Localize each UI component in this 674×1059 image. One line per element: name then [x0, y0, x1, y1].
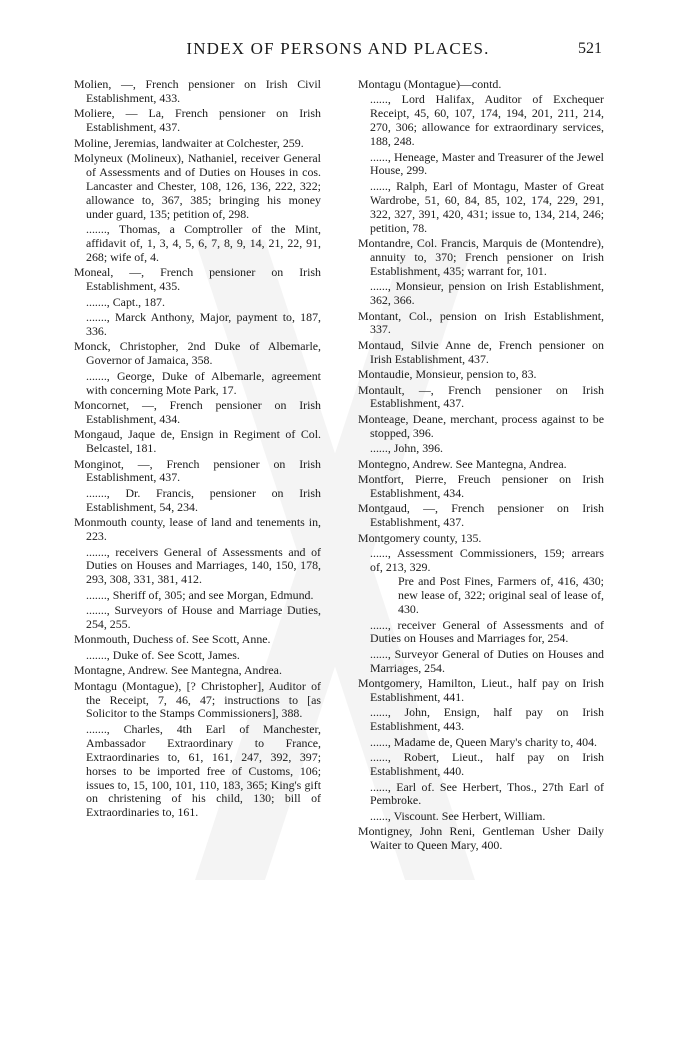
index-entry: Montgomery, Hamilton, Lieut., half pay on Irish Establishment, 441.: [358, 676, 604, 705]
index-entry: Moneal, —, French pensioner on Irish Establishment, 435.: [74, 265, 321, 294]
index-subentry: ......., Surveyors of House and Marriage Duties, 254, 255.: [86, 603, 321, 632]
index-entry: Montaudie, Monsieur, pension to, 83.: [358, 367, 537, 382]
index-entry: Molien, —, French pensioner on Irish Civil Establishment, 433.: [74, 77, 321, 105]
index-subentry: ......, John, Ensign, half pay on Irish Establishment, 443.: [370, 705, 604, 734]
index-entry: Monck, Christopher, 2nd Duke of Albemarle, Governor of Jamaica, 358.: [74, 339, 321, 368]
index-entry: Mongaud, Jaque de, Ensign in Regiment of Col. Belcastel, 181.: [74, 427, 321, 456]
index-entry: Moliere, — La, French pensioner on Irish Establishment, 437.: [74, 106, 321, 135]
index-entry: Montfort, Pierre, Freuch pensioner on Irish Establishment, 434.: [358, 471, 604, 500]
index-subentry: ......., receivers General of Assessments and of Duties on Houses and Marriages, 140, 150, 178, 293, 308, 331, 381, 412.: [86, 544, 321, 587]
index-entry: Moline, Jeremias, landwaiter at Colchester, 259.: [74, 135, 304, 150]
index-entry: Montigney, John Reni, Gentleman Usher Daily Waiter to Queen Mary, 400.: [358, 824, 604, 853]
index-subentry: ......, receiver General of Assessments and of Duties on Houses and Marriages for, 254.: [370, 617, 604, 646]
index-subentry: ......., Marck Anthony, Major, payment to, 187, 336.: [86, 310, 321, 338]
index-subentry: ......, Lord Halifax, Auditor of Exchequer Receipt, 45, 60, 107, 174, 194, 201, 211, 214, 270, 306; allowance for extraordinary services, 188, 248.: [370, 92, 604, 149]
page-title: INDEX OF PERSONS AND PLACES.: [186, 39, 490, 58]
index-entry: Montant, Col., pension on Irish Establishment, 337.: [358, 308, 604, 337]
index-entry: Monmouth, Duchess of. See Scott, Anne.: [74, 632, 271, 647]
index-subentry-continuation: Pre and Post Fines, Farmers of, 416, 430; new lease of, 322; original seal of lease of, 430.: [398, 574, 604, 617]
index-subentry: ......, Madame de, Queen Mary's charity to, 404.: [370, 734, 598, 749]
index-subentry: ......, Monsieur, pension on Irish Establishment, 362, 366.: [370, 279, 604, 308]
index-entry: Molyneux (Molineux), Nathaniel, receiver General of Assessments and of Duties on Houses in cos. Lancaster and Chester, 108, 126, 136, 222, 322; allowance to, 367, 385; bringing his money under guard, 135; petition of, 298.: [74, 151, 321, 221]
index-subentry: ......., Duke of. See Scott, James.: [86, 647, 240, 662]
index-subentry: ......., Dr. Francis, pensioner on Irish Establishment, 54, 234.: [86, 485, 321, 514]
index-entry: Moncornet, —, French pensioner on Irish Establishment, 434.: [74, 397, 321, 426]
index-subentry: ......, Robert, Lieut., half pay on Irish Establishment, 440.: [370, 750, 604, 779]
page-number: 521: [578, 40, 602, 57]
index-entry: Monmouth county, lease of land and tenements in, 223.: [74, 515, 321, 544]
index-subentry: ......., Thomas, a Comptroller of the Mint, affidavit of, 1, 3, 4, 5, 6, 7, 8, 9, 14, 21, 22, 91, 268; wife of, 4.: [86, 222, 321, 264]
index-subentry: ......, Earl of. See Herbert, Thos., 27th Earl of Pembroke.: [370, 779, 604, 808]
left-column: [74, 78, 321, 1038]
index-entry: Monginot, —, French pensioner on Irish Establishment, 437.: [74, 456, 321, 485]
index-subentry: ......., Capt., 187.: [86, 294, 165, 309]
index-entry: Montgomery county, 135.: [358, 530, 482, 545]
index-subentry: ......., Charles, 4th Earl of Manchester, Ambassador Extraordinary to France, Extraordinaries to, 61, 161, 247, 392, 397; horses to be imported free of Customs, 106; issues to, 15, 100, 101, 110, 183, 365; King's gift on christening of his child, 130; bill of Extraordinaries to, 161.: [86, 721, 321, 820]
index-entry: Montgaud, —, French pensioner on Irish Establishment, 437.: [358, 501, 604, 530]
index-entry: Montagu (Montague), [? Christopher], Auditor of the Receipt, 7, 46, 47; instructions to [as Solicitor to the Stamps Commissioners], 388.: [74, 678, 321, 721]
right-column: [358, 78, 604, 1038]
index-subentry: ......., George, Duke of Albemarle, agreement with concerning Mote Park, 17.: [86, 368, 321, 397]
index-subentry: ......, Ralph, Earl of Montagu, Master of Great Wardrobe, 51, 60, 84, 85, 102, 174, 229, 291, 322, 327, 391, 420, 431; issue to, 134, 214, 246; petition, 78.: [370, 178, 604, 235]
index-entry: Monteage, Deane, merchant, process against to be stopped, 396.: [358, 411, 604, 440]
index-entry: Montegno, Andrew. See Mantegna, Andrea.: [358, 456, 567, 471]
index-entry: Montagne, Andrew. See Mantegna, Andrea.: [74, 663, 282, 678]
index-entry: Montaud, Silvie Anne de, French pensioner on Irish Establishment, 437.: [358, 337, 604, 366]
page-header: [74, 39, 602, 64]
index-entry-continued-heading: Montagu (Montague)—contd.: [358, 77, 502, 91]
index-subentry: ......, John, 396.: [370, 441, 443, 456]
index-subentry: ......, Viscount. See Herbert, William.: [370, 808, 546, 823]
index-subentry: ......, Assessment Commissioners, 159; arrears of, 213, 329.: [370, 546, 604, 574]
index-entry: Montault, —, French pensioner on Irish Establishment, 437.: [358, 382, 604, 411]
index-subentry: ......., Sheriff of, 305; and see Morgan, Edmund.: [86, 587, 314, 602]
index-subentry: ......, Surveyor General of Duties on Houses and Marriages, 254.: [370, 646, 604, 675]
index-subentry: ......, Heneage, Master and Treasurer of the Jewel House, 299.: [370, 149, 604, 178]
index-entry: Montandre, Col. Francis, Marquis de (Montendre), annuity to, 370; French pensioner on Irish Establishment, 435; warrant for, 101.: [358, 235, 604, 278]
